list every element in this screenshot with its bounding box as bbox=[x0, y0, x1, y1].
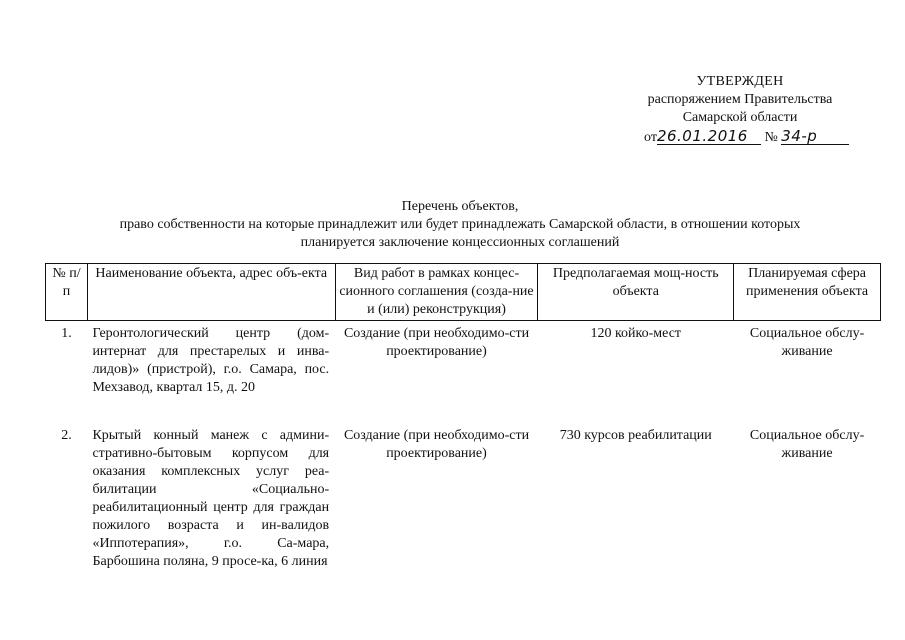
row-number: 2. bbox=[61, 428, 72, 443]
header-name: Наименование объекта, адрес объ-екта bbox=[87, 264, 335, 321]
header-capacity: Предполагаемая мощ-ность объекта bbox=[538, 264, 734, 321]
approval-block bbox=[600, 73, 880, 150]
row-sphere: Социальное обслу-живание bbox=[749, 428, 865, 461]
row-object-name: Крытый конный манеж с админи-стративно-бытовым корпусом для оказания комплексных услуг реа-билитации «Социально-реабилитационный центр для граждан пожилого возраста и ин-валидов «Иппотерапия», г.о. Са-мара, Барбошина поляна, 9 просе-ка, 6 линия bbox=[92, 428, 330, 569]
row-number: 1. bbox=[61, 326, 72, 341]
table-row bbox=[46, 321, 881, 424]
row-sphere: Социальное обслу-живание bbox=[749, 326, 865, 359]
heading-line-2: право собственности на которые принадлежит или будет принадлежать Самарской области, в отношении которых bbox=[119, 217, 801, 232]
approval-date-line bbox=[600, 128, 880, 150]
objects-table bbox=[45, 263, 881, 575]
approval-line-2: Самарской области bbox=[682, 110, 798, 125]
row-works: Создание (при необходимо-сти проектирование) bbox=[343, 428, 530, 461]
header-sphere: Планируемая сфера применения объекта bbox=[734, 264, 881, 321]
header-number: № п/п bbox=[46, 264, 88, 321]
row-object-name: Геронтологический центр (дом-интернат для престарелых и инва-лидов)» (пристрой), г.о. Самара, пос. Мехзавод, квартал 15, д. 20 bbox=[92, 326, 330, 395]
date-prefix: от bbox=[644, 130, 657, 145]
row-capacity: 120 койко-мест bbox=[590, 326, 682, 341]
row-capacity: 730 курсов реабилитации bbox=[559, 428, 712, 443]
table-header-row bbox=[46, 264, 881, 321]
document-heading bbox=[40, 198, 880, 252]
heading-line-1: Перечень объектов, bbox=[401, 199, 519, 214]
approval-line-1: распоряжением Правительства bbox=[647, 92, 833, 107]
handwritten-number: 34-р bbox=[781, 128, 849, 145]
handwritten-date: 26.01.2016 bbox=[657, 128, 761, 145]
row-works: Создание (при необходимо-сти проектирование) bbox=[343, 326, 530, 359]
header-works: Вид работ в рамках концес-сионного соглашения (созда-ние и (или) реконструкция) bbox=[335, 264, 538, 321]
approval-title: УТВЕРЖДЕН bbox=[696, 74, 784, 89]
table-row bbox=[46, 423, 881, 575]
heading-line-3: планируется заключение концессионных соглашений bbox=[300, 235, 620, 250]
number-sign: № bbox=[764, 130, 778, 145]
